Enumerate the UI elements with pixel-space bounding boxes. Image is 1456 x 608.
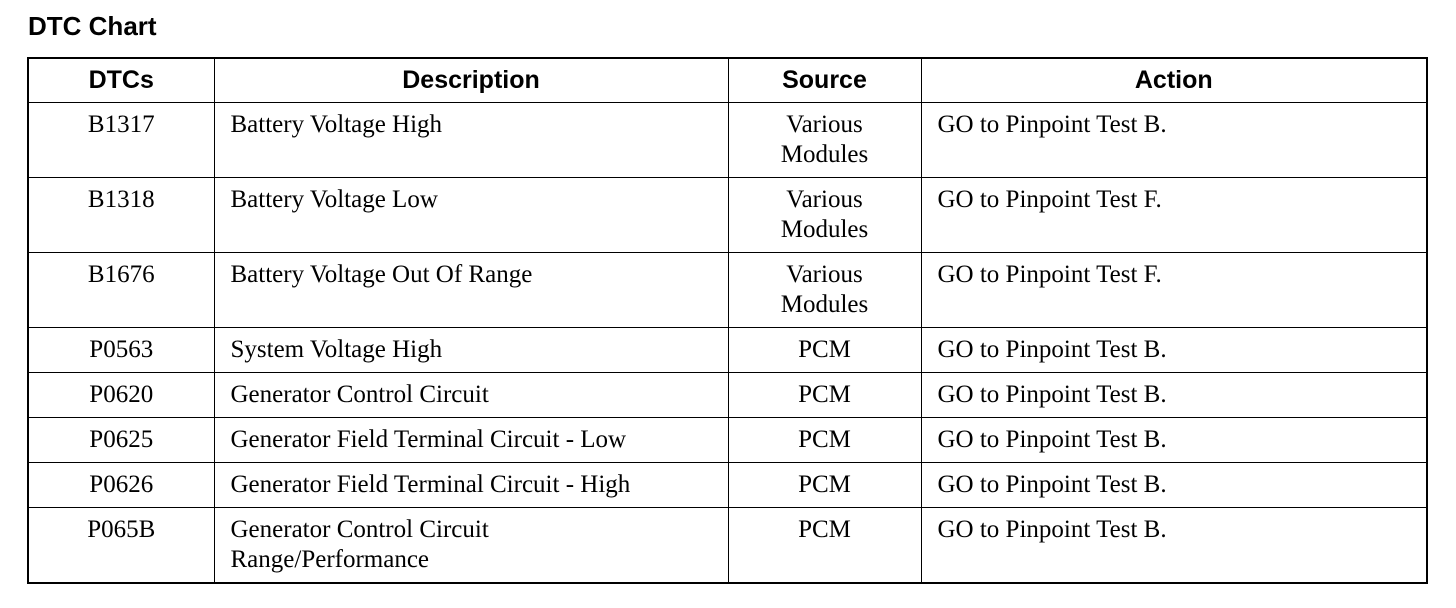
header-dtcs: DTCs — [28, 58, 214, 102]
dtc-code: P065B — [28, 507, 214, 583]
dtc-action: GO to Pinpoint Test B. — [921, 417, 1427, 462]
dtc-source — [728, 102, 921, 177]
dtc-code: B1676 — [28, 252, 214, 327]
table-row — [28, 177, 1427, 252]
dtc-source: PCM — [728, 372, 921, 417]
dtc-code: B1318 — [28, 177, 214, 252]
dtc-code: B1317 — [28, 102, 214, 177]
table-row — [28, 327, 1427, 372]
dtc-description: Generator Control Circuit — [214, 372, 728, 417]
header-description: Description — [214, 58, 728, 102]
dtc-action: GO to Pinpoint Test B. — [921, 327, 1427, 372]
dtc-source: PCM — [728, 417, 921, 462]
header-source: Source — [728, 58, 921, 102]
dtc-action: GO to Pinpoint Test F. — [921, 177, 1427, 252]
dtc-action: GO to Pinpoint Test B. — [921, 102, 1427, 177]
dtc-code: P0563 — [28, 327, 214, 372]
dtc-source: PCM — [728, 462, 921, 507]
page-title: DTC Chart — [28, 11, 157, 41]
dtc-code: P0626 — [28, 462, 214, 507]
dtc-source-line: Various — [786, 260, 863, 288]
dtc-code: P0620 — [28, 372, 214, 417]
dtc-description: System Voltage High — [214, 327, 728, 372]
dtc-source-line: Various — [786, 110, 863, 138]
table-row — [28, 462, 1427, 507]
table-row — [28, 507, 1427, 583]
dtc-table — [27, 57, 1428, 584]
table-row — [28, 417, 1427, 462]
dtc-source — [728, 177, 921, 252]
table-row — [28, 252, 1427, 327]
dtc-description: Battery Voltage Out Of Range — [214, 252, 728, 327]
dtc-description: Generator Field Terminal Circuit - High — [214, 462, 728, 507]
dtc-description: Generator Field Terminal Circuit - Low — [214, 417, 728, 462]
dtc-code: P0625 — [28, 417, 214, 462]
dtc-description-line: Generator Control Circuit — [230, 515, 489, 543]
dtc-source: PCM — [728, 327, 921, 372]
dtc-description: Battery Voltage Low — [214, 177, 728, 252]
dtc-action: GO to Pinpoint Test B. — [921, 507, 1427, 583]
dtc-action: GO to Pinpoint Test F. — [921, 252, 1427, 327]
dtc-source-line: Modules — [780, 215, 869, 243]
dtc-source-line: Various — [786, 185, 863, 213]
dtc-source: PCM — [728, 507, 921, 583]
dtc-description-line: Range/Performance — [230, 545, 430, 573]
dtc-action: GO to Pinpoint Test B. — [921, 462, 1427, 507]
table-row — [28, 102, 1427, 177]
dtc-description: Battery Voltage High — [214, 102, 728, 177]
dtc-source-line: Modules — [780, 140, 869, 168]
table-row — [28, 372, 1427, 417]
table-header-row — [28, 58, 1427, 102]
header-action: Action — [921, 58, 1427, 102]
dtc-description — [214, 507, 728, 583]
dtc-action: GO to Pinpoint Test B. — [921, 372, 1427, 417]
dtc-source-line: Modules — [780, 290, 869, 318]
dtc-source — [728, 252, 921, 327]
